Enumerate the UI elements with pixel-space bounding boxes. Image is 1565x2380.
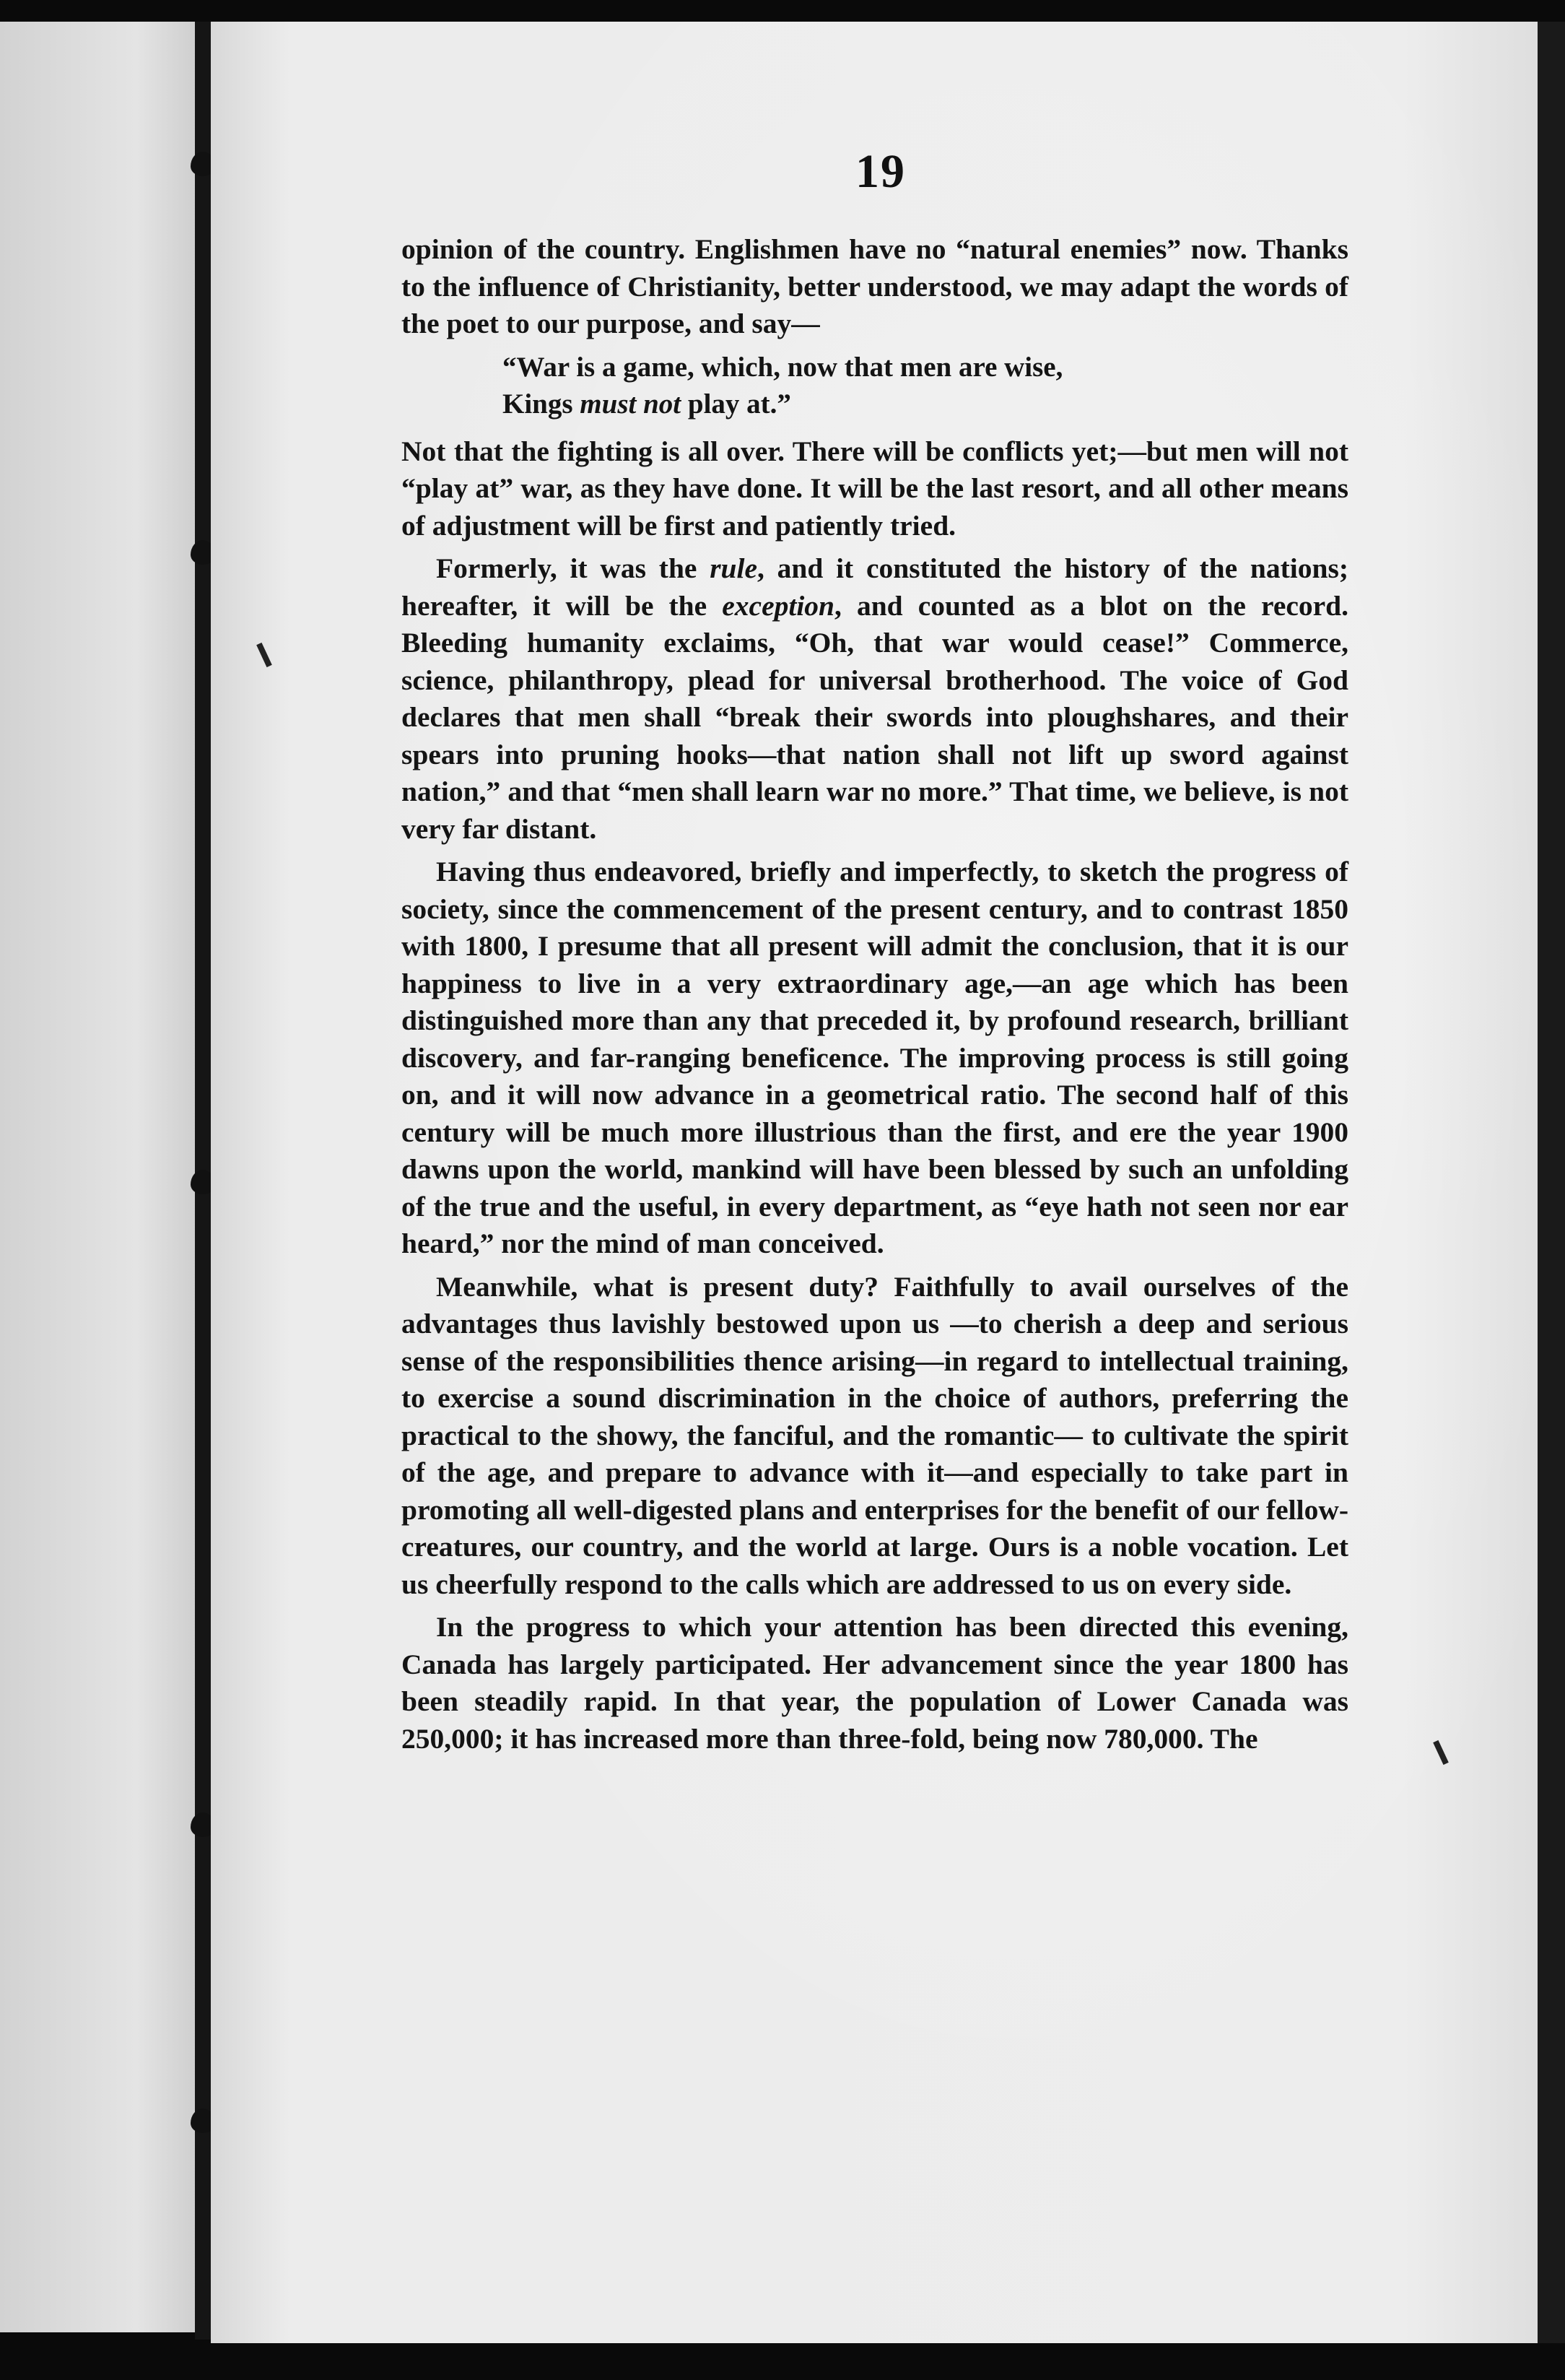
facing-page-edge bbox=[0, 22, 195, 2332]
body-text bbox=[401, 231, 1348, 1763]
paragraph-text: , and counted as a blot on the record. Bleeding humanity exclaims, “Oh, that war would cease!” Commerce, science, philanthropy, plead for universal brotherhood. The voice of God declares that men shall “break their swords into ploughshares, and their spears into pruning hooks—that nation shall not lift up sword against nation,” and that “men shall learn war no more.” That time, we believe, is not very far distant. bbox=[401, 589, 1349, 845]
paragraph bbox=[401, 550, 1348, 848]
paragraph: Not that the fighting is all over. There will be conflicts yet;—but men will not “play at” war, as they have done. It will be the last resort, and all other means of adjustment will be first and patiently tried. bbox=[401, 435, 1348, 542]
quote-text: play at.” bbox=[681, 388, 791, 420]
quote-text: Kings bbox=[502, 388, 580, 420]
emphasis: exception bbox=[722, 589, 835, 622]
paragraph: Meanwhile, what is present duty? Faithfully to avail ourselves of the advantages thus lavishly bestowed upon us —to cherish a deep and serious sense of the responsibilities thence arising—in regard to intellectual training, to exercise a sound discrimination in the choice of authors, preferring the practical to the showy, the fanciful, and the romantic— to cultivate the spirit of the age, and prepare to advance with it—and especially to take part in promoting all well-digested plans and enterprises for the benefit of our fellow-creatures, our country, and the world at large. Ours is a noble vocation. Let us cheerfully respond to the calls which are addressed to us on every side. bbox=[401, 1270, 1348, 1600]
right-page-edge bbox=[1538, 22, 1565, 2343]
quote-line: “War is a game, which, now that men are wise, bbox=[502, 351, 1063, 383]
paragraph: Having thus endeavored, briefly and imperfectly, to sketch the progress of society, since the commencement of the present century, and to contrast 1850 with 1800, I presume that all present will admit the conclusion, that it is our happiness to live in a very extraordinary age,—an age which has been distinguished more than any that preceded it, by profound research, brilliant discovery, and far-ranging beneficence. The improving process is still going on, and it will now advance in a geometrical ratio. The second half of this century will be much more illustrious than the first, and ere the year 1900 dawns upon the world, mankind will have been blessed by such an unfolding of the true and the useful, in every department, as “eye hath not seen nor ear heard,” nor the mind of man conceived. bbox=[401, 856, 1348, 1259]
emphasis: rule bbox=[710, 552, 758, 584]
paragraph: opinion of the country. Englishmen have no “natural enemies” now. Thanks to the influence of Christianity, better understood, we may adapt the words of the poet to our purpose, and say— bbox=[401, 233, 1348, 339]
poem-quote bbox=[502, 349, 1348, 423]
page-number: 19 bbox=[855, 145, 906, 198]
paragraph: In the progress to which your attention has been directed this evening, Canada has largely participated. Her advancement since the year 1800 has been steadily rapid. In that year, the population of Lower Canada was 250,000; it has increased more than three-fold, being now 780,000. The bbox=[401, 1611, 1348, 1755]
quote-line bbox=[502, 386, 1348, 423]
paragraph-text: , and it constituted the history of the nations; hereafter, it will be the bbox=[401, 552, 1348, 622]
quote-emphasis: must not bbox=[580, 388, 681, 420]
paragraph-text: Formerly, it was the bbox=[436, 552, 710, 584]
